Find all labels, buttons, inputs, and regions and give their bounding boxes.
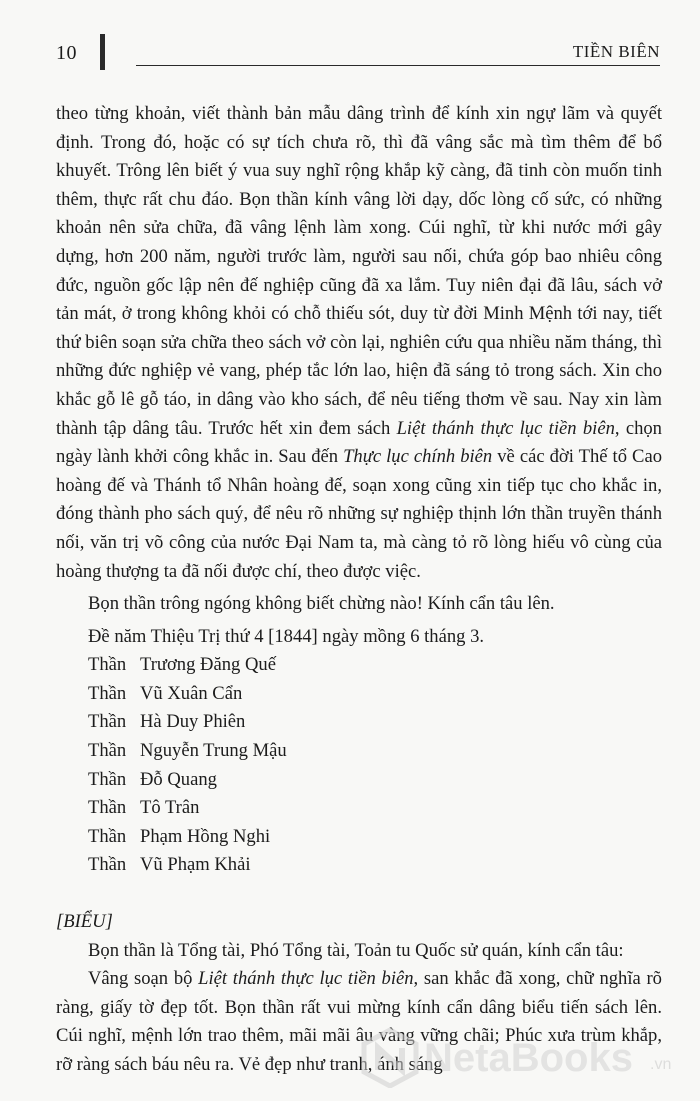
text-run: , san khắc đã xong, chữ nghĩa rõ ràng, giấy tờ đẹp tốt. Bọn thần rất vui mừng kính cẩn dâng biểu tiến sách lên. Cúi nghĩ, mệnh lớn trao thêm, mãi mãi âu vàng vững chãi; Phúc xưa trùm khắp, rỡ ràng sách báu nêu ra. Vẻ đẹp như tranh, ánh sáng: [56, 968, 662, 1075]
signer-row: [56, 766, 662, 795]
signer-row: [56, 651, 662, 680]
signer-title: Thần: [88, 797, 127, 819]
text-run: theo từng khoản, viết thành bản mẫu dâng trình để kính xin ngự lãm và quyết định. Trong đó, hoặc có sự tích chưa rõ, thì đã vâng sắc mà tìm thêm để bổ khuyết. Trông lên biết ý vua suy nghĩ rộng khắp kỹ càng, đã tinh còn muốn tinh thêm, thực rất chu đáo. Bọn thần kính vâng lời dạy, dốc lòng cố sức, có những khoản nên sửa chữa, đã vâng lệnh làm xong. Cúi nghĩ, từ khi nước mới gây dựng, hơn 200 năm, người trước làm, người sau nối, chứa góp bao nhiêu công đức, nguồn gốc lập nên đế nghiệp cũng đã xa lắm. Tuy niên đại đã lâu, sách vở tản mát, ở trong không khỏi có chỗ thiếu sót, duy từ đời Minh Mệnh tới nay, tiết thứ biên soạn sửa chữa theo sách vở còn lại, nghiên cứu qua nhiều năm tháng, thì những đức nghiệp vẻ vang, phép tắc lớn lao, hiện đã sáng tỏ trong sách. Xin cho khắc gỗ lê gỗ táo, in dâng vào kho sách, để nêu tiếng thơm về sau. Nay xin làm thành tập dâng tâu. Trước hết xin đem sách: [56, 103, 662, 439]
signer-name: Vũ Xuân Cẩn: [140, 682, 243, 704]
signer-title: Thần: [88, 740, 127, 762]
text-run: , chọn ngày lành khởi công khắc in. Sau đến: [56, 417, 662, 468]
text-run: Vâng soạn bộ: [88, 968, 199, 990]
paragraph: Bọn thần là Tổng tài, Phó Tổng tài, Toản tu Quốc sử quán, kính cẩn tâu:: [88, 939, 624, 961]
signer-name: Đỗ Quang: [140, 768, 217, 790]
signer-name: Hà Duy Phiên: [140, 711, 246, 733]
watermark-brand: NetaBooks: [424, 1036, 633, 1080]
paragraph: Bọn thần trông ngóng không biết chừng nào! Kính cẩn tâu lên.: [88, 593, 555, 615]
running-title: TIỀN BIÊN: [572, 42, 660, 61]
signer-title: Thần: [88, 768, 127, 790]
signer-row: [56, 708, 662, 737]
signer-row: [56, 851, 662, 880]
signer-title: Thần: [88, 854, 127, 876]
signer-list: [56, 651, 662, 880]
watermark-suffix: .vn: [650, 1056, 672, 1073]
signer-row: [56, 680, 662, 709]
book-title: Thực lục chính biên: [343, 446, 493, 468]
signer-row: [56, 794, 662, 823]
page-body: [56, 100, 662, 1080]
paragraph: [56, 100, 662, 586]
page-header: [56, 34, 660, 70]
signer-name: Phạm Hồng Nghi: [140, 825, 271, 847]
signer-title: Thần: [88, 825, 127, 847]
signer-row: [56, 737, 662, 766]
date-line: Đề năm Thiệu Trị thứ 4 [1844] ngày mồng 6 tháng 3.: [88, 625, 485, 647]
signer-name: Vũ Phạm Khải: [140, 854, 251, 876]
signer-title: Thần: [88, 654, 127, 676]
section-heading: [BIỂU]: [56, 911, 113, 933]
header-rule: [136, 65, 660, 66]
text-run: về các đời Thế tổ Cao hoàng đế và Thánh tổ Nhân hoàng đế, soạn xong cũng xin tiếp tục cho khắc in, đóng thành pho sách quý, để nêu rõ những sự nghiệp thịnh lớn thần truyền thánh nối, văn trị võ công của nước Đại Nam ta, mà càng tỏ rõ lòng hiếu vô cùng của hoàng thượng ta đã nối được chí, theo được việc.: [56, 446, 662, 582]
page-number: 10: [56, 42, 77, 64]
book-title: Liệt thánh thực lục tiền biên: [198, 968, 414, 990]
publisher-watermark: [360, 1022, 690, 1094]
signer-name: Tô Trân: [140, 797, 200, 819]
signer-row: [56, 823, 662, 852]
signer-title: Thần: [88, 711, 127, 733]
signer-title: Thần: [88, 682, 127, 704]
watermark-logo-icon: [360, 1028, 420, 1088]
book-title: Liệt thánh thực lục tiền biên: [396, 417, 615, 439]
header-divider-bar: [100, 34, 105, 70]
signer-name: Trương Đăng Quế: [140, 654, 276, 676]
signer-name: Nguyễn Trung Mậu: [140, 740, 287, 762]
